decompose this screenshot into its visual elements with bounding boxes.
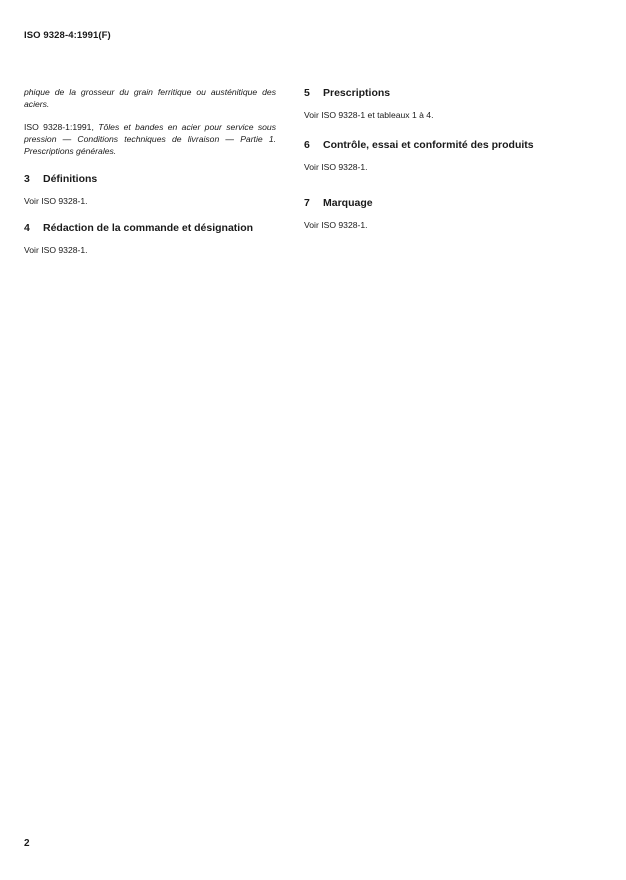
continued-paragraph	[24, 86, 276, 110]
section-6-title: Contrôle, essai et conformité des produits	[323, 139, 534, 151]
section-3-heading	[24, 172, 276, 186]
section-5-heading	[304, 86, 564, 100]
section-7-number: 7	[304, 197, 310, 209]
section-7-title: Marquage	[323, 197, 373, 209]
section-6-text: Voir ISO 9328-1.	[304, 162, 368, 172]
section-3-title: Définitions	[43, 173, 98, 185]
reference-paragraph	[24, 121, 276, 157]
reference-number: ISO 9328-1:1991,	[24, 122, 94, 132]
section-4-heading	[24, 221, 276, 235]
section-5-text: Voir ISO 9328-1 et tableaux 1 à 4.	[304, 110, 434, 120]
reference-title: Tôles et bandes en acier pour service sous pression — Conditions techniques de livraison — Partie 1. Prescriptions générales.	[24, 122, 277, 156]
section-7-heading	[304, 196, 564, 210]
continued-paragraph-text: phique de la grosseur du grain ferritique ou austénitique des aciers.	[24, 87, 276, 109]
section-6-number: 6	[304, 139, 310, 151]
document-id: ISO 9328-4:1991(F)	[24, 30, 111, 41]
right-column	[304, 86, 564, 231]
section-4-number: 4	[24, 222, 30, 234]
left-column	[24, 86, 276, 256]
section-5-number: 5	[304, 87, 310, 99]
page-number: 2	[24, 838, 30, 849]
section-4-title: Rédaction de la commande et désignation	[43, 222, 254, 234]
section-3-text: Voir ISO 9328-1.	[24, 196, 88, 206]
section-4-text: Voir ISO 9328-1.	[24, 245, 88, 255]
section-6-heading	[304, 138, 564, 152]
section-5-title: Prescriptions	[323, 87, 391, 99]
section-3-number: 3	[24, 173, 30, 185]
section-7-text: Voir ISO 9328-1.	[304, 220, 368, 230]
